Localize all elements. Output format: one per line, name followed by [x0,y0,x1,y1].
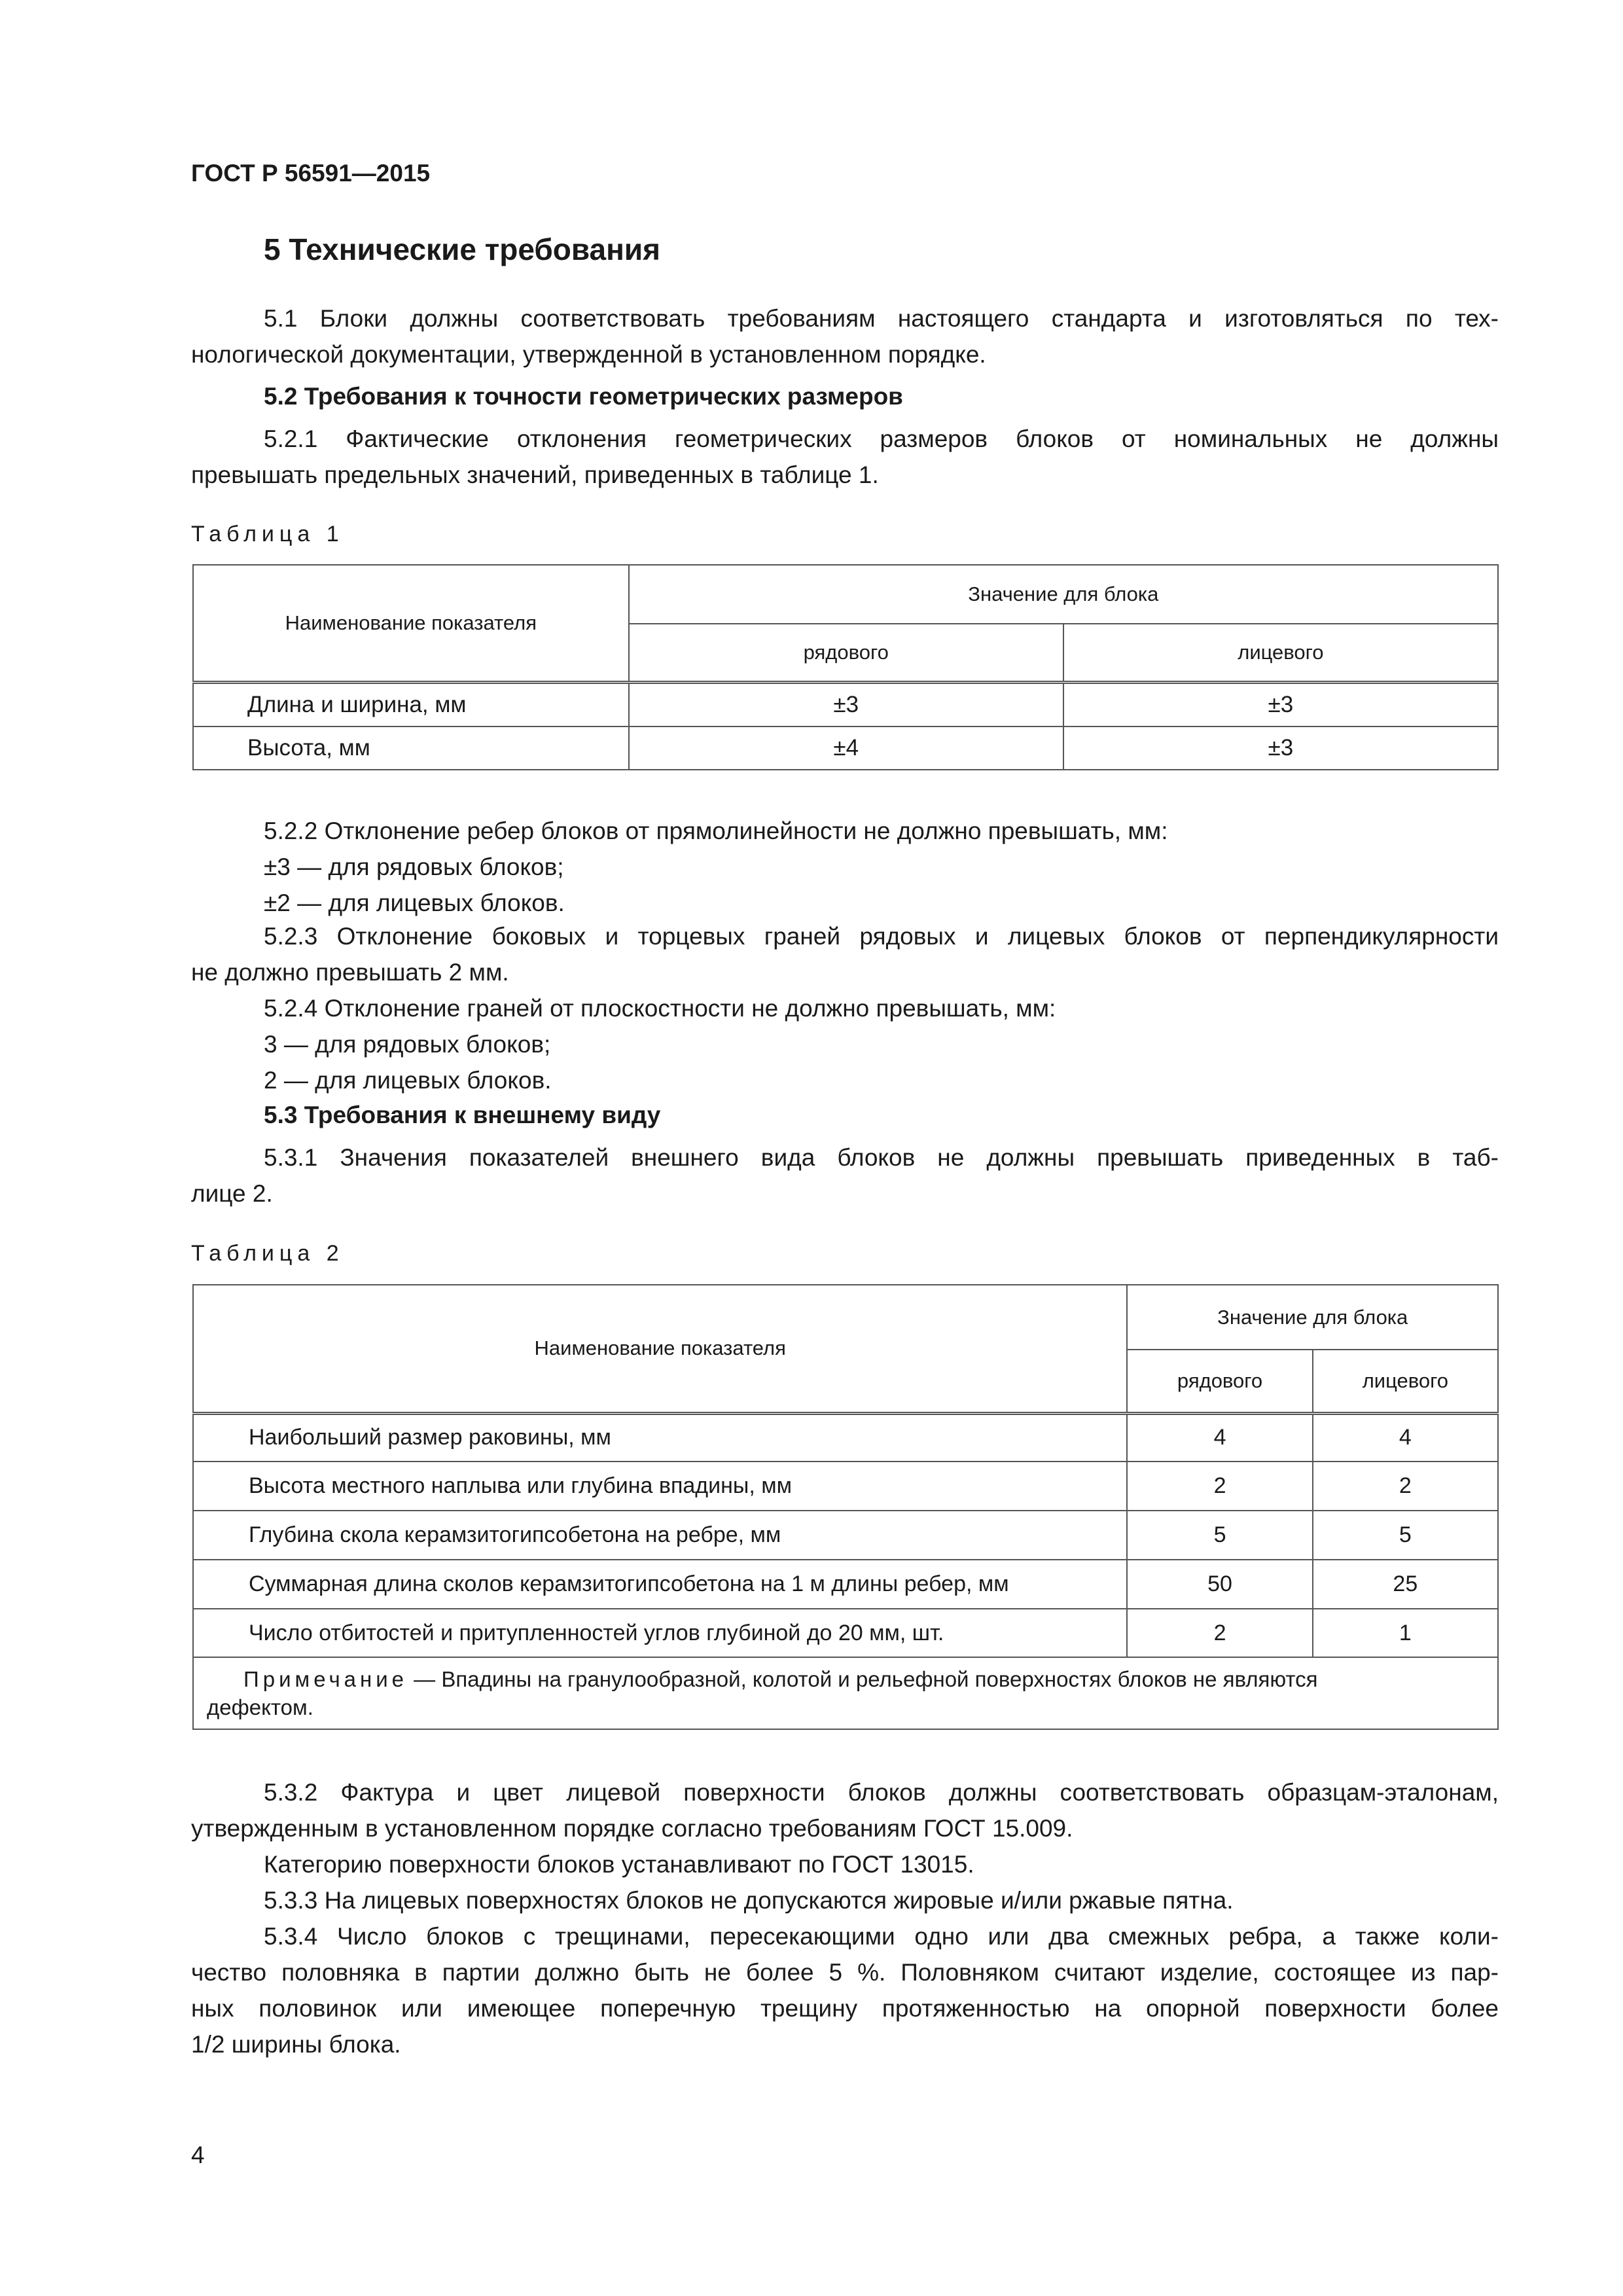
table-cell: 4 [1313,1413,1498,1462]
table-cell: 2 [1127,1609,1312,1657]
paragraph-5-3-3 [191,1882,1499,1918]
paragraph-5-3-4 [191,1918,1499,2062]
paragraph-5-2-3 [191,918,1499,990]
table-1-header-group: Значение для блока [629,565,1498,624]
paragraph-line: Категорию поверхности блоков устанавливают по ГОСТ 13015. [264,1851,974,1878]
table-cell: ±4 [629,726,1063,770]
paragraph-line: ±2 — для лицевых блоков. [264,889,565,916]
paragraph-line: 5.3.2 Фактура и цвет лицевой поверхности блоков должны соответствовать образцам-эталонам, [264,1779,1499,1806]
paragraph-line: 5.3.1 Значения показателей внешнего вида блоков не должны превышать приведенных в таб- [264,1144,1499,1171]
table-row [193,1609,1498,1657]
table-1-header-a: рядового [629,624,1063,682]
table-row [193,1413,1498,1462]
paragraph-line: 5.2.1 Фактические отклонения геометрических размеров блоков от номинальных не должны [264,425,1499,452]
paragraph-5-3-1 [191,1139,1499,1211]
paragraph-line: 5.1 Блоки должны соответствовать требованиям настоящего стандарта и изготовляться по тех- [264,305,1499,332]
table-2-header-group: Значение для блока [1127,1285,1498,1350]
subsection-heading-5-3 [191,1097,1499,1133]
table-cell: ±3 [1063,682,1498,726]
paragraph-line: превышать предельных значений, приведенных в таблице 1. [191,461,879,488]
table-cell: Высота местного наплыва или глубина впадины, мм [193,1462,1127,1511]
note-text: — Впадины на гранулообразной, колотой и рельефной поверхностях блоков не являются [408,1667,1318,1691]
table-2-header-name: Наименование показателя [193,1285,1127,1413]
table-cell: 1 [1313,1609,1498,1657]
table-1-header-b: лицевого [1063,624,1498,682]
paragraph-5-3-2 [191,1774,1499,1882]
table-2-note [193,1657,1498,1729]
table-cell: 5 [1127,1511,1312,1560]
note-label: Примечание [243,1667,408,1691]
table-cell: 25 [1313,1560,1498,1609]
table-note-row [193,1657,1498,1729]
paragraph-line: 5.3.3 На лицевых поверхностях блоков не допускаются жировые и/или ржавые пятна. [264,1887,1234,1914]
paragraph-line: 5.2.2 Отклонение ребер блоков от прямолинейности не должно превышать, мм: [264,817,1168,844]
page-number: 4 [191,2142,205,2168]
note-line: дефектом. [207,1695,313,1719]
table-row [193,682,1498,726]
paragraph-line: 2 — для лицевых блоков. [264,1067,552,1094]
table-cell: Суммарная длина сколов керамзитогипсобетона на 1 м длины ребер, мм [193,1560,1127,1609]
paragraph-line: 5.3.4 Число блоков с трещинами, пересекающими одно или два смежных ребра, а также коли- [264,1923,1499,1950]
table-1-header-name: Наименование показателя [193,565,629,682]
table-1-caption: Таблица 1 [191,522,344,547]
table-cell: Глубина скола керамзитогипсобетона на ребре, мм [193,1511,1127,1560]
table-cell: ±3 [1063,726,1498,770]
paragraph-line: 5.2.3 Отклонение боковых и торцевых граней рядовых и лицевых блоков от перпендикулярности [264,923,1499,950]
paragraph-5-1 [191,300,1499,372]
table-cell: 50 [1127,1560,1312,1609]
table-1 [192,564,1499,770]
table-cell: Наибольший размер раковины, мм [193,1413,1127,1462]
paragraph-line: лице 2. [191,1180,273,1207]
paragraph-5-2-1 [191,421,1499,493]
paragraph-line: не должно превышать 2 мм. [191,959,509,986]
table-2 [192,1284,1499,1730]
section-title: 5 Технические требования [264,232,660,266]
table-row [193,1511,1498,1560]
paragraph-line: чество половняка в партии должно быть не более 5 %. Половняком считают изделие, состоящее из пар- [191,1959,1499,1986]
table-cell: Длина и ширина, мм [193,682,629,726]
table-cell: 2 [1127,1462,1312,1511]
table-cell: 5 [1313,1511,1498,1560]
paragraph-5-2-2 [191,813,1499,921]
paragraph-line: 3 — для рядовых блоков; [264,1031,551,1058]
paragraph-line: нологической документации, утвержденной в установленном порядке. [191,341,986,368]
table-cell: 4 [1127,1413,1312,1462]
table-row [193,1462,1498,1511]
table-row [193,1560,1498,1609]
table-cell: 2 [1313,1462,1498,1511]
note-line [207,1665,1484,1693]
table-cell: Высота, мм [193,726,629,770]
table-2-header-b: лицевого [1313,1350,1498,1413]
paragraph-5-2-4 [191,990,1499,1098]
paragraph-line: 5.2.4 Отклонение граней от плоскостности не должно превышать, мм: [264,995,1056,1022]
document-header: ГОСТ Р 56591—2015 [191,160,431,187]
subsection-heading-text: 5.3 Требования к внешнему виду [264,1102,661,1128]
subsection-heading-5-2 [191,378,1499,414]
paragraph-line: 1/2 ширины блока. [191,2031,401,2058]
paragraph-line: ных половинок или имеющее поперечную трещину протяженностью на опорной поверхности более [191,1995,1499,2022]
table-2-header-a: рядового [1127,1350,1312,1413]
table-2-caption: Таблица 2 [191,1241,344,1266]
table-row [193,726,1498,770]
table-cell: ±3 [629,682,1063,726]
table-cell: Число отбитостей и притупленностей углов глубиной до 20 мм, шт. [193,1609,1127,1657]
subsection-heading-text: 5.2 Требования к точности геометрических размеров [264,383,903,410]
paragraph-line: утвержденным в установленном порядке согласно требованиям ГОСТ 15.009. [191,1815,1073,1842]
paragraph-line: ±3 — для рядовых блоков; [264,853,564,880]
